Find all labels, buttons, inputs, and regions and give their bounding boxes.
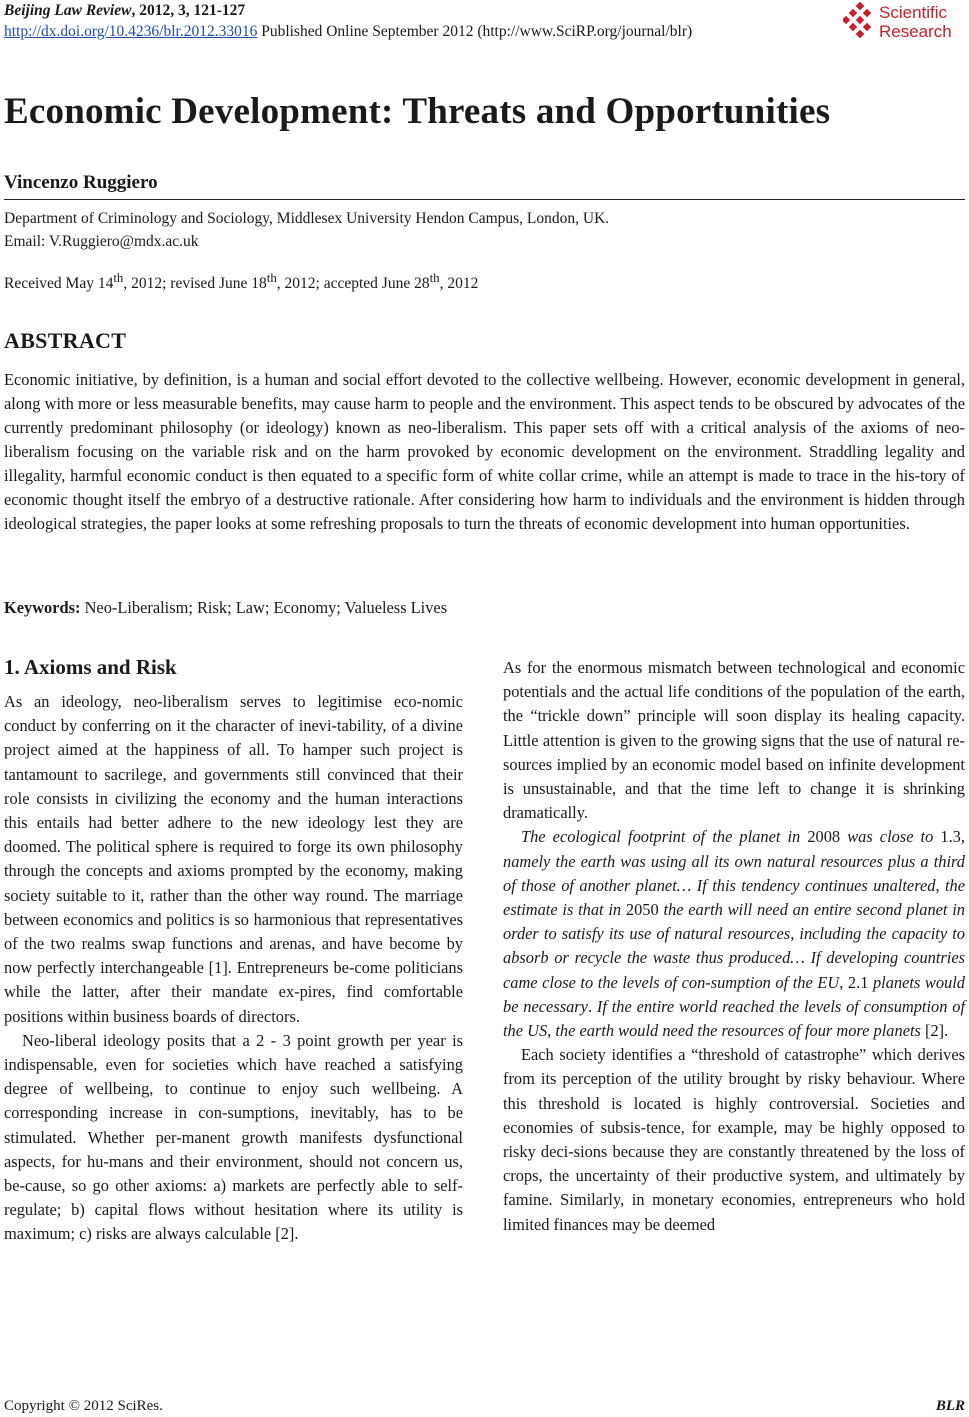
doi-link[interactable]: http://dx.doi.org/10.4236/blr.2012.33016 bbox=[4, 23, 258, 40]
footer-journal-abbr: BLR bbox=[935, 1398, 965, 1414]
received-text: Received May 14 bbox=[4, 275, 114, 293]
quote-segment: The ecological footprint of the planet in bbox=[521, 827, 808, 847]
quote-segment: , bbox=[790, 924, 800, 944]
quote-segment: 2008 bbox=[807, 827, 841, 847]
footer-copyright: Copyright © 2012 SciRes. bbox=[4, 1398, 163, 1414]
quote-segment: was close to bbox=[840, 827, 941, 847]
revised-text: , 2012; revised June 18 bbox=[123, 275, 267, 293]
ordinal-suffix: th bbox=[429, 270, 440, 285]
logo-line-2: Research bbox=[879, 22, 952, 41]
abstract-text: Economic initiative, by definition, is a human and social effort devoted to the collective wellbeing. However, economic development in general, along with more or less measurable benefits, may cause harm to people and the environment. This aspect tends to be obscured by advocates of the currently predominant philosophy (or ideology) known as neo-liberalism. This paper sets off with a critical analysis of the axioms of neo-liberalism focusing on the variable risk and on the harm provoked by economic development on the environment. Straddling legality and illegality, harmful economic conduct is then equated to a specific form of white collar crime, while an attempt is made to trace in the his-tory of economic thought itself the embryo of a destructive rationale. After considering how harm to individuals and the environment is hidden through ideological strategies, the paper looks at some refreshing proposals to turn the threats of economic development into human opportunities. bbox=[4, 370, 965, 533]
logo-line-1: Scientific bbox=[879, 3, 948, 22]
affiliation-text: Department of Criminology and Sociology, Middlesex University Hendon Campus, London, UK. bbox=[4, 210, 610, 227]
quote-segment: including the capacity to absorb or recycle the waste thus produced… If developing countries came close to the levels of con-sumption of the EU bbox=[503, 924, 965, 992]
paragraph: As an ideology, neo-liberalism serves to legitimise eco-nomic conduct by conferring on it the character of inevi-tability, of a divine project aimed at the happiness of all. To hamper such project is tantamount to sacrilege, and governments still convinced that their role consists in civilizing the economy and the human interactions this entails had better adhere to the new ideology lest they are doomed. The political sphere is required to forge its own philosophy through the concepts and axioms prompted by the economy, making society suitable to it, rather than the other way round. The marriage between economics and politics is so harmonious that representatives of the two realms swap functions and arenas, and have become by now perfectly interchangeable [1]. Entrepreneurs be-come politicians while the latter, after their mandate ex-pires, find comfortable positions within business boards of directors. bbox=[4, 692, 463, 1026]
paragraph: Neo-liberal ideology posits that a 2 - 3 point growth per year is indispensable, even for societies which have reached a satisfying degree of wellbeing, to continue to enjoy such wellbeing. A corresponding increase in con-sumptions, inevitably, has to be stimulated. Whether per-manent growth manifests dysfunctional aspects, for hu-mans and their environment, should not concern us, be-cause, so go other axioms: a) markets are perfectly able to self-regulate; b) capital flows without hesitation where its utility is maximum; c) risks are always calculable [2]. bbox=[4, 1030, 463, 1244]
keywords-list: Neo-Liberalism; Risk; Law; Economy; Valueless Lives bbox=[80, 598, 448, 617]
author-email: Email: V.Ruggiero@mdx.ac.uk bbox=[4, 233, 199, 250]
journal-citation bbox=[4, 0, 824, 21]
quote-segment: . bbox=[587, 996, 597, 1016]
quote-segment: planets would be necessary bbox=[503, 972, 965, 1016]
quote-segment: the earth would need the resources of four more planets bbox=[555, 1021, 921, 1041]
quote-segment: 1.3 bbox=[940, 827, 961, 847]
right-column bbox=[503, 656, 965, 1237]
quote-segment: , namely the earth was using all its own natural resources plus a third of those of another planet… If this tendency continues unaltered bbox=[503, 827, 965, 895]
author-name: Vincenzo Ruggiero bbox=[4, 172, 158, 193]
ordinal-suffix: th bbox=[113, 270, 124, 285]
doi-line bbox=[4, 21, 824, 42]
received-dates bbox=[4, 270, 478, 293]
keywords-line bbox=[4, 598, 447, 618]
quote-segment: , 2.1 bbox=[839, 972, 873, 992]
journal-name: Beijing Law Review bbox=[4, 2, 132, 19]
author-affiliation bbox=[4, 207, 609, 253]
journal-header bbox=[4, 0, 824, 42]
quote-segment: the earth will need an entire second planet in order to satisfy its use of natural resources bbox=[503, 900, 965, 944]
paragraph: As for the enormous mismatch between technological and economic potentials and the actual life conditions of the population of the earth, the “trickle down” principle will soon display its healing capacity. Little attention is given to the growing signs that the use of natural re-sources implied by an economic model based on infinite development is unsustainable, and that the time left to change it is shrinking dramatically. bbox=[503, 658, 965, 823]
abstract-heading: ABSTRACT bbox=[4, 328, 127, 353]
logo-wordmark bbox=[879, 3, 952, 41]
article-title: Economic Development: Threats and Opportunities bbox=[4, 91, 831, 132]
accepted-text: , 2012; accepted June 28 bbox=[276, 275, 430, 293]
block-quote-paragraph bbox=[503, 825, 965, 1043]
year-text: , 2012 bbox=[439, 275, 479, 293]
journal-volume: , 2012, 3, 121-127 bbox=[131, 2, 246, 19]
quote-segment: , bbox=[935, 875, 945, 895]
quote-segment: the estimate is that in bbox=[503, 875, 965, 920]
keywords-label: Keywords: bbox=[4, 598, 81, 617]
quote-segment: 2050 bbox=[625, 900, 659, 920]
title-divider bbox=[4, 199, 965, 200]
quote-segment: If the entire world reached the levels of consumption of the US bbox=[503, 996, 966, 1041]
logo-diamond-icon bbox=[843, 2, 877, 40]
publisher-logo bbox=[843, 2, 965, 44]
ordinal-suffix: th bbox=[266, 270, 277, 285]
quote-segment: [2]. bbox=[920, 1021, 949, 1041]
paragraph: Each society identifies a “threshold of catastrophe” which derives from its perception of the utility brought by risky behaviour. Where this threshold is located is highly controversial. Societies and economies of subsis-tence, for example, may be highly opposed to risky deci-sions because they are constantly threatened by the loss of crops, the uncertainty of their productive system, and ultimately by famine. Similarly, in monetary economies, entrepreneurs who hold limited finances may be deemed bbox=[503, 1045, 965, 1234]
publication-note: Published Online September 2012 (http://www.SciRP.org/journal/blr) bbox=[257, 23, 693, 40]
left-column bbox=[4, 650, 463, 1247]
quote-segment: , bbox=[547, 1021, 556, 1041]
section-heading: 1. Axioms and Risk bbox=[4, 655, 177, 679]
